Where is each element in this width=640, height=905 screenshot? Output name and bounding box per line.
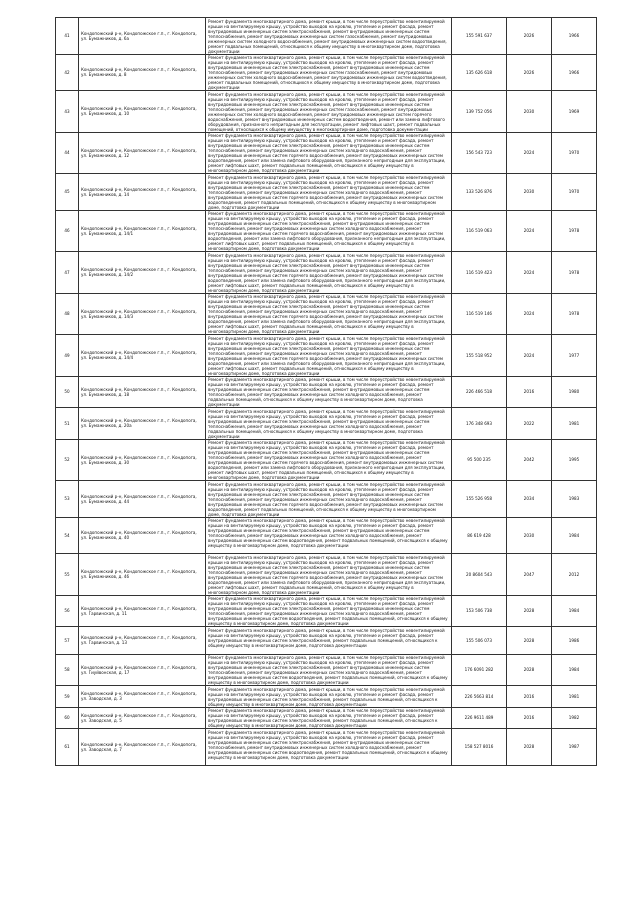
- row-build-year: 1978: [552, 210, 597, 252]
- row-build-year: 1969: [552, 91, 597, 133]
- row-number: 47: [56, 252, 79, 294]
- row-work-list: Ремонт фундамента многоквартирного дома, ремонт крыши, в том числе переустройство невентилируемой крыши на вентилируемую крышу, устройство выходов на кровлю, утепление и ремонт фасада, ремонт внутридомовых инженерных систем электроснабжения, ремонт подвальных помещений, относящихся к общему имуществу в многоквартирном доме, подготовка документации: [206, 627, 452, 655]
- row-repair-year: 2042: [507, 439, 552, 481]
- row-address: Кондопожский р-н, Кондопожское г.п., г. Кондопога, ул. Бумажников, д. 12: [79, 132, 206, 174]
- row-build-year: 1970: [552, 132, 597, 174]
- row-cost: 155 526 958: [452, 481, 507, 518]
- row-work-list: Ремонт фундамента многоквартирного дома, ремонт крыши, в том числе переустройство невентилируемой крыши на вентилируемую крышу, устройство выходов на кровлю, утепление и ремонт фасада, ремонт внутридомовых инженерных систем электроснабжения, ремонт внутридомовых инженерных систем теплоснабжения, ремонт внутридомовых инженерных систем холодного водоснабжения, ремонт внутридомовых инженерных систем горячего водоснабжения, ремонт внутридомовых инженерных систем водоотведения, ремонт подвальных помещений, относящихся к общему имуществу в многоквартирном доме, подготовка документации: [206, 174, 452, 211]
- row-address: Кондопожский р-н, Кондопожское г.п., г. Кондопога, ул. Гиуйвонская, д. 17: [79, 654, 206, 686]
- row-cost: 139 752 056: [452, 91, 507, 133]
- row-work-list: Ремонт фундамента многоквартирного дома, ремонт крыши, в том числе переустройство невентилируемой крыши на вентилируемую крышу, устройство выходов на кровлю, утепление и ремонт фасада, ремонт внутридомовых инженерных систем электроснабжения, ремонт внутридомовых инженерных систем теплоснабжения, ремонт внутридомовых инженерных систем холодного водоснабжения, ремонт внутридомовых инженерных систем горячего водоснабжения, ремонт внутридомовых инженерных систем водоотведения, ремонт или замена лифтового оборудования, признанного непригодным для эксплуатации, ремонт лифтовых шахт, ремонт подвальных помещений, относящихся к общему имуществу в многоквартирном доме, подготовка документации: [206, 252, 452, 294]
- row-address: Кондопожский р-н, Кондопожское г.п., г. Кондопога, ул. Заводская, д. 3: [79, 686, 206, 708]
- row-repair-year: 2026: [507, 18, 552, 55]
- row-work-list: Ремонт фундамента многоквартирного дома, ремонт крыши, в том числе переустройство невентилируемой крыши на вентилируемую крышу, устройство выходов на кровлю, утепление и ремонт фасада, ремонт внутридомовых инженерных систем электроснабжения, ремонт внутридомовых инженерных систем теплоснабжения, ремонт внутридомовых инженерных систем холодного водоснабжения, ремонт внутридомовых инженерных систем горячего водоснабжения, ремонт внутридомовых инженерных систем водоотведения, ремонт или замена лифтового оборудования, признанного непригодным для эксплуатации, ремонт лифтовых шахт, ремонт подвальных помещений, относящихся к общему имуществу в многоквартирном доме, подготовка документации: [206, 132, 452, 174]
- table-row: [56, 517, 597, 554]
- capital-repair-table: [55, 17, 596, 766]
- row-repair-year: 2047: [507, 554, 552, 596]
- table-row: [56, 686, 597, 708]
- row-cost: 20 8604 543: [452, 554, 507, 596]
- row-address: Кондопожский р-н, Кондопожское г.п., г. Кондопога, ул. Гарвинская, д. 13: [79, 627, 206, 655]
- row-number: 57: [56, 627, 79, 655]
- row-number: 60: [56, 707, 79, 729]
- table-row: [56, 654, 597, 686]
- table-row: [56, 627, 597, 655]
- row-number: 41: [56, 18, 79, 55]
- row-build-year: 1978: [552, 293, 597, 335]
- row-number: 54: [56, 517, 79, 554]
- row-cost: 133 526 876: [452, 174, 507, 211]
- row-number: 49: [56, 335, 79, 377]
- row-number: 45: [56, 174, 79, 211]
- row-work-list: Ремонт фундамента многоквартирного дома, ремонт крыши, в том числе переустройство невентилируемой крыши на вентилируемую крышу, устройство выходов на кровлю, утепление и ремонт фасада, ремонт внутридомовых инженерных систем электроснабжения, ремонт внутридомовых инженерных систем теплоснабжения, ремонт внутридомовых инженерных систем холодного водоснабжения, ремонт внутридомовых инженерных систем водоотведения, ремонт подвальных помещений, относящихся к общему имуществу в многоквартирном доме, подготовка документации: [206, 595, 452, 627]
- row-address: Кондопожский р-н, Кондопожское г.п., г. Кондопога, ул. Бумажников, д. 44: [79, 481, 206, 518]
- row-build-year: 1983: [552, 481, 597, 518]
- table-row: [56, 293, 597, 335]
- row-build-year: 1986: [552, 627, 597, 655]
- row-address: Кондопожский р-н, Кондопожское г.п., г. Кондопога, ул. Бумажников, д. 14/2: [79, 252, 206, 294]
- row-address: Кондопожский р-н, Кондопожское г.п., г. Кондопога, ул. Бумажников, д. 14/4: [79, 335, 206, 377]
- row-work-list: Ремонт фундамента многоквартирного дома, ремонт крыши, в том числе переустройство невентилируемой крыши на вентилируемую крышу, устройство выходов на кровлю, утепление и ремонт фасада, ремонт внутридомовых инженерных систем электроснабжения, ремонт внутридомовых инженерных систем теплоснабжения, ремонт внутридомовых инженерных систем холодного водоснабжения, ремонт подвальных помещений, относящихся к общему имуществу в многоквартирном доме, подготовка документации: [206, 376, 452, 408]
- row-cost: 176 6091 282: [452, 654, 507, 686]
- row-work-list: Ремонт фундамента многоквартирного дома, ремонт крыши, в том числе переустройство невентилируемой крыши на вентилируемую крышу, устройство выходов на кровлю, утепление и ремонт фасада, ремонт внутридомовых инженерных систем электроснабжения, ремонт внутридомовых инженерных систем теплоснабжения, ремонт внутридомовых инженерных систем холодного водоснабжения, ремонт внутридомовых инженерных систем горячего водоснабжения, ремонт внутридомовых инженерных систем водоотведения, ремонт или замена лифтового оборудования, признанного непригодным для эксплуатации, ремонт лифтовых шахт, ремонт подвальных помещений, относящихся к общему имуществу в многоквартирном доме, подготовка документации: [206, 293, 452, 335]
- row-repair-year: 2028: [507, 627, 552, 655]
- row-work-list: Ремонт фундамента многоквартирного дома, ремонт крыши, в том числе переустройство невентилируемой крыши на вентилируемую крышу, устройство выходов на кровлю, утепление и ремонт фасада, ремонт внутридомовых инженерных систем электроснабжения, ремонт внутридомовых инженерных систем теплоснабжения, ремонт внутридомовых инженерных систем холодного водоснабжения, ремонт внутридомовых инженерных систем горячего водоснабжения, ремонт внутридомовых инженерных систем водоотведения, ремонт или замена лифтового оборудования, признанного непригодным для эксплуатации, ремонт лифтовых шахт, ремонт подвальных помещений, относящихся к общему имуществу в многоквартирном доме, подготовка документации: [206, 210, 452, 252]
- row-build-year: 1966: [552, 18, 597, 55]
- row-address: Кондопожский р-н, Кондопожское г.п., г. Кондопога, ул. Бумажников, д. 6а: [79, 18, 206, 55]
- row-repair-year: 2028: [507, 595, 552, 627]
- row-number: 53: [56, 481, 79, 518]
- row-number: 61: [56, 729, 79, 766]
- row-build-year: 1978: [552, 252, 597, 294]
- row-repair-year: 2016: [507, 686, 552, 708]
- row-number: 55: [56, 554, 79, 596]
- row-work-list: Ремонт фундамента многоквартирного дома, ремонт крыши, в том числе переустройство невентилируемой крыши на вентилируемую крышу, устройство выходов на кровлю, утепление и ремонт фасада, ремонт внутридомовых инженерных систем электроснабжения, ремонт внутридомовых инженерных систем теплоснабжения, ремонт внутридомовых инженерных систем холодного водоснабжения, ремонт подвальных помещений, относящихся к общему имуществу в многоквартирном доме, подготовка документации: [206, 408, 452, 440]
- row-cost: 95 500 235: [452, 439, 507, 481]
- row-cost: 135 626 618: [452, 54, 507, 91]
- row-cost: 155 506 073: [452, 627, 507, 655]
- row-address: Кондопожский р-н, Кондопожское г.п., г. Кондопога, ул. Бумажников, д. 40: [79, 517, 206, 554]
- row-repair-year: 2030: [507, 517, 552, 554]
- row-build-year: 1982: [552, 707, 597, 729]
- table-row: [56, 439, 597, 481]
- row-repair-year: 2016: [507, 707, 552, 729]
- row-number: 58: [56, 654, 79, 686]
- row-build-year: 1995: [552, 439, 597, 481]
- table-row: [56, 91, 597, 133]
- row-number: 48: [56, 293, 79, 335]
- row-address: Кондопожский р-н, Кондопожское г.п., г. Кондопога, ул. Бумажников, д. 14/3: [79, 293, 206, 335]
- row-build-year: 1984: [552, 654, 597, 686]
- row-cost: 155 518 952: [452, 335, 507, 377]
- row-repair-year: 2030: [507, 91, 552, 133]
- row-number: 46: [56, 210, 79, 252]
- row-number: 42: [56, 54, 79, 91]
- row-build-year: 1977: [552, 335, 597, 377]
- row-cost: 86 619 428: [452, 517, 507, 554]
- row-address: Кондопожский р-н, Кондопожское г.п., г. Кондопога, ул. Бумажников, д. 18: [79, 376, 206, 408]
- row-address: Кондопожский р-н, Кондопожское г.п., г. Кондопога, ул. Гарвинская, д. 11: [79, 595, 206, 627]
- row-number: 59: [56, 686, 79, 708]
- row-work-list: Ремонт фундамента многоквартирного дома, ремонт крыши, в том числе переустройство невентилируемой крыши на вентилируемую крышу, устройство выходов на кровлю, утепление и ремонт фасада, ремонт внутридомовых инженерных систем электроснабжения, ремонт подвальных помещений, относящихся к общему имуществу в многоквартирном доме, подготовка документации: [206, 686, 452, 708]
- table-row: [56, 18, 597, 55]
- row-repair-year: 2028: [507, 729, 552, 766]
- row-build-year: 1980: [552, 376, 597, 408]
- row-number: 56: [56, 595, 79, 627]
- table-row: [56, 335, 597, 377]
- row-repair-year: 2028: [507, 654, 552, 686]
- row-repair-year: 2024: [507, 252, 552, 294]
- row-repair-year: 2024: [507, 132, 552, 174]
- row-number: 52: [56, 439, 79, 481]
- table-row: [56, 595, 597, 627]
- row-cost: 156 543 723: [452, 132, 507, 174]
- row-repair-year: 2034: [507, 481, 552, 518]
- row-build-year: 1966: [552, 54, 597, 91]
- row-address: Кондопожский р-н, Кондопожское г.п., г. Кондопога, ул. Заводская, д. 5: [79, 707, 206, 729]
- row-repair-year: 2024: [507, 335, 552, 377]
- row-build-year: 1984: [552, 517, 597, 554]
- row-cost: 116 519 423: [452, 252, 507, 294]
- table-row: [56, 481, 597, 518]
- table-row: [56, 707, 597, 729]
- row-number: 44: [56, 132, 79, 174]
- row-work-list: Ремонт фундамента многоквартирного дома, ремонт крыши, в том числе переустройство невентилируемой крыши на вентилируемую крышу, устройство выходов на кровлю, утепление и ремонт фасада, ремонт внутридомовых инженерных систем электроснабжения, ремонт внутридомовых инженерных систем теплоснабжения, ремонт внутридомовых инженерных систем холодного водоснабжения, ремонт внутридомовых инженерных систем горячего водоснабжения, ремонт внутридомовых инженерных систем водоотведения, ремонт или замена лифтового оборудования, признанного непригодным для эксплуатации, ремонт лифтовых шахт, ремонт подвальных помещений, относящихся к общему имуществу в многоквартирном доме, подготовка документации: [206, 439, 452, 481]
- row-cost: 226 5663 814: [452, 686, 507, 708]
- table-row: [56, 54, 597, 91]
- table-row: [56, 554, 597, 596]
- row-cost: 153 506 738: [452, 595, 507, 627]
- row-work-list: Ремонт фундамента многоквартирного дома, ремонт крыши, в том числе переустройство невентилируемой крыши на вентилируемую крышу, устройство выходов на кровлю, утепление и ремонт фасада, ремонт внутридомовых инженерных систем электроснабжения, ремонт внутридомовых инженерных систем теплоснабжения, ремонт внутридомовых инженерных систем холодного водоснабжения, ремонт внутридомовых инженерных систем горячего водоснабжения, ремонт внутридомовых инженерных систем водоотведения, ремонт или замена лифтового оборудования, признанного непригодным для эксплуатации, ремонт лифтовых шахт, ремонт подвальных помещений, относящихся к общему имуществу в многоквартирном доме, подготовка документации: [206, 554, 452, 596]
- row-cost: 226 466 518: [452, 376, 507, 408]
- table-row: [56, 132, 597, 174]
- row-address: Кондопожский р-н, Кондопожское г.п., г. Кондопога, ул. Бумажников, д. 10: [79, 91, 206, 133]
- row-cost: 158 527 8016: [452, 729, 507, 766]
- row-number: 50: [56, 376, 79, 408]
- row-cost: 155 591 637: [452, 18, 507, 55]
- row-number: 43: [56, 91, 79, 133]
- row-work-list: Ремонт фундамента многоквартирного дома, ремонт крыши, в том числе переустройство невентилируемой крыши на вентилируемую крышу, устройство выходов на кровлю, утепление и ремонт фасада, ремонт внутридомовых инженерных систем электроснабжения, ремонт внутридомовых инженерных систем теплоснабжения, ремонт внутридомовых инженерных систем холодного водоснабжения, ремонт внутридомовых инженерных систем водоотведения, ремонт подвальных помещений, относящихся к общему имуществу в многоквартирном доме, подготовка документации: [206, 654, 452, 686]
- row-work-list: Ремонт фундамента многоквартирного дома, ремонт крыши, в том числе переустройство невентилируемой крыши на вентилируемую крышу, устройство выходов на кровлю, утепление и ремонт фасада, ремонт внутридомовых инженерных систем электроснабжения, ремонт внутридомовых инженерных систем теплоснабжения, ремонт внутридомовых инженерных систем холодного водоснабжения, ремонт внутридомовых инженерных систем водоотведения, ремонт подвальных помещений, относящихся к общему имуществу в многоквартирном доме, подготовка документации: [206, 729, 452, 766]
- row-work-list: Ремонт фундамента многоквартирного дома, ремонт крыши, в том числе переустройство невентилируемой крыши на вентилируемую крышу, устройство выходов на кровлю, утепление и ремонт фасада, ремонт внутридомовых инженерных систем электроснабжения, ремонт внутридомовых инженерных систем теплоснабжения, ремонт внутридомовых инженерных систем газоснабжения, ремонт внутридомовых инженерных систем холодного водоснабжения, ремонт внутридомовых инженерных систем водоотведения, ремонт подвальных помещений, относящихся к общему имуществу в многоквартирном доме, подготовка документации: [206, 54, 452, 91]
- table-row: [56, 210, 597, 252]
- row-cost: 116 519 146: [452, 293, 507, 335]
- row-address: Кондопожский р-н, Кондопожское г.п., г. Кондопога, ул. Бумажников, д. 14: [79, 174, 206, 211]
- row-build-year: 1984: [552, 595, 597, 627]
- row-build-year: 1970: [552, 174, 597, 211]
- row-cost: 226 9611 489: [452, 707, 507, 729]
- row-repair-year: 2024: [507, 210, 552, 252]
- row-work-list: Ремонт фундамента многоквартирного дома, ремонт крыши, в том числе переустройство невентилируемой крыши на вентилируемую крышу, устройство выходов на кровлю, утепление и ремонт фасада, ремонт внутридомовых инженерных систем электроснабжения, ремонт подвальных помещений, относящихся к общему имуществу в многоквартирном доме, подготовка документации: [206, 707, 452, 729]
- row-build-year: 1981: [552, 408, 597, 440]
- row-address: Кондопожский р-н, Кондопожское г.п., г. Кондопога, ул. Бумажников, д. 20а: [79, 408, 206, 440]
- row-repair-year: 2022: [507, 408, 552, 440]
- row-cost: 176 348 693: [452, 408, 507, 440]
- row-cost: 116 519 063: [452, 210, 507, 252]
- row-build-year: 2012: [552, 554, 597, 596]
- row-repair-year: 2030: [507, 174, 552, 211]
- row-address: Кондопожский р-н, Кондопожское г.п., г. Кондопога, ул. Бумажников, д. 14/1: [79, 210, 206, 252]
- row-work-list: Ремонт фундамента многоквартирного дома, ремонт крыши, в том числе переустройство невентилируемой крыши на вентилируемую крышу, устройство выходов на кровлю, утепление и ремонт фасада, ремонт внутридомовых инженерных систем электроснабжения, ремонт внутридомовых инженерных систем теплоснабжения, ремонт внутридомовых инженерных систем газоснабжения, ремонт внутридомовых инженерных систем холодного водоснабжения, ремонт внутридомовых инженерных систем горячего водоснабжения, ремонт внутридомовых инженерных систем водоотведения, ремонт или замена лифтового оборудования, признанного непригодным для эксплуатации, ремонт лифтовых шахт, ремонт подвальных помещений, относящихся к общему имуществу в многоквартирном доме, подготовка документации: [206, 91, 452, 133]
- row-build-year: 1987: [552, 729, 597, 766]
- row-work-list: Ремонт фундамента многоквартирного дома, ремонт крыши, в том числе переустройство невентилируемой крыши на вентилируемую крышу, устройство выходов на кровлю, утепление и ремонт фасада, ремонт внутридомовых инженерных систем электроснабжения, ремонт внутридомовых инженерных систем теплоснабжения, ремонт внутридомовых инженерных систем холодного водоснабжения, ремонт внутридомовых инженерных систем горячего водоснабжения, ремонт внутридомовых инженерных систем водоотведения, ремонт подвальных помещений, относящихся к общему имуществу в многоквартирном доме, подготовка документации: [206, 481, 452, 518]
- row-work-list: Ремонт фундамента многоквартирного дома, ремонт крыши, в том числе переустройство невентилируемой крыши на вентилируемую крышу, устройство выходов на кровлю, утепление и ремонт фасада, ремонт внутридомовых инженерных систем электроснабжения, ремонт внутридомовых инженерных систем теплоснабжения, ремонт внутридомовых инженерных систем холодного водоснабжения, ремонт внутридомовых инженерных систем горячего водоснабжения, ремонт внутридомовых инженерных систем водоотведения, ремонт или замена лифтового оборудования, признанного непригодным для эксплуатации, ремонт лифтовых шахт, ремонт подвальных помещений, относящихся к общему имуществу в многоквартирном доме, подготовка документации: [206, 335, 452, 377]
- table-row: [56, 729, 597, 766]
- table-row: [56, 376, 597, 408]
- row-number: 51: [56, 408, 79, 440]
- row-repair-year: 2016: [507, 376, 552, 408]
- table-row: [56, 252, 597, 294]
- row-repair-year: 2024: [507, 293, 552, 335]
- row-work-list: Ремонт фундамента многоквартирного дома, ремонт крыши, в том числе переустройство невентилируемой крыши на вентилируемую крышу, устройство выходов на кровлю, утепление и ремонт фасада, ремонт внутридомовых инженерных систем электроснабжения, ремонт внутридомовых инженерных систем теплоснабжения, ремонт внутридомовых инженерных систем газоснабжения, ремонт внутридомовых инженерных систем холодного водоснабжения, ремонт внутридомовых инженерных систем водоотведения, ремонт подвальных помещений, относящихся к общему имуществу в многоквартирном доме, подготовка документации: [206, 18, 452, 55]
- table-row: [56, 408, 597, 440]
- table-body: [56, 18, 597, 766]
- row-build-year: 1981: [552, 686, 597, 708]
- row-work-list: Ремонт фундамента многоквартирного дома, ремонт крыши, в том числе переустройство невентилируемой крыши на вентилируемую крышу, устройство выходов на кровлю, утепление и ремонт фасада, ремонт внутридомовых инженерных систем электроснабжения, ремонт внутридомовых инженерных систем теплоснабжения, ремонт внутридомовых инженерных систем холодного водоснабжения, ремонт внутридомовых инженерных систем водоотведения, ремонт подвальных помещений, относящихся к общему имуществу в многоквартирном доме, подготовка документации: [206, 517, 452, 554]
- table-row: [56, 174, 597, 211]
- row-address: Кондопожский р-н, Кондопожское г.п., г. Кондопога, ул. Бумажников, д. 30: [79, 439, 206, 481]
- row-repair-year: 2026: [507, 54, 552, 91]
- row-address: Кондопожский р-н, Кондопожское г.п., г. Кондопога, ул. Заводская, д. 7: [79, 729, 206, 766]
- row-address: Кондопожский р-н, Кондопожское г.п., г. Кондопога, ул. Бумажников, д. 46: [79, 554, 206, 596]
- row-address: Кондопожский р-н, Кондопожское г.п., г. Кондопога, ул. Бумажников, д. 8: [79, 54, 206, 91]
